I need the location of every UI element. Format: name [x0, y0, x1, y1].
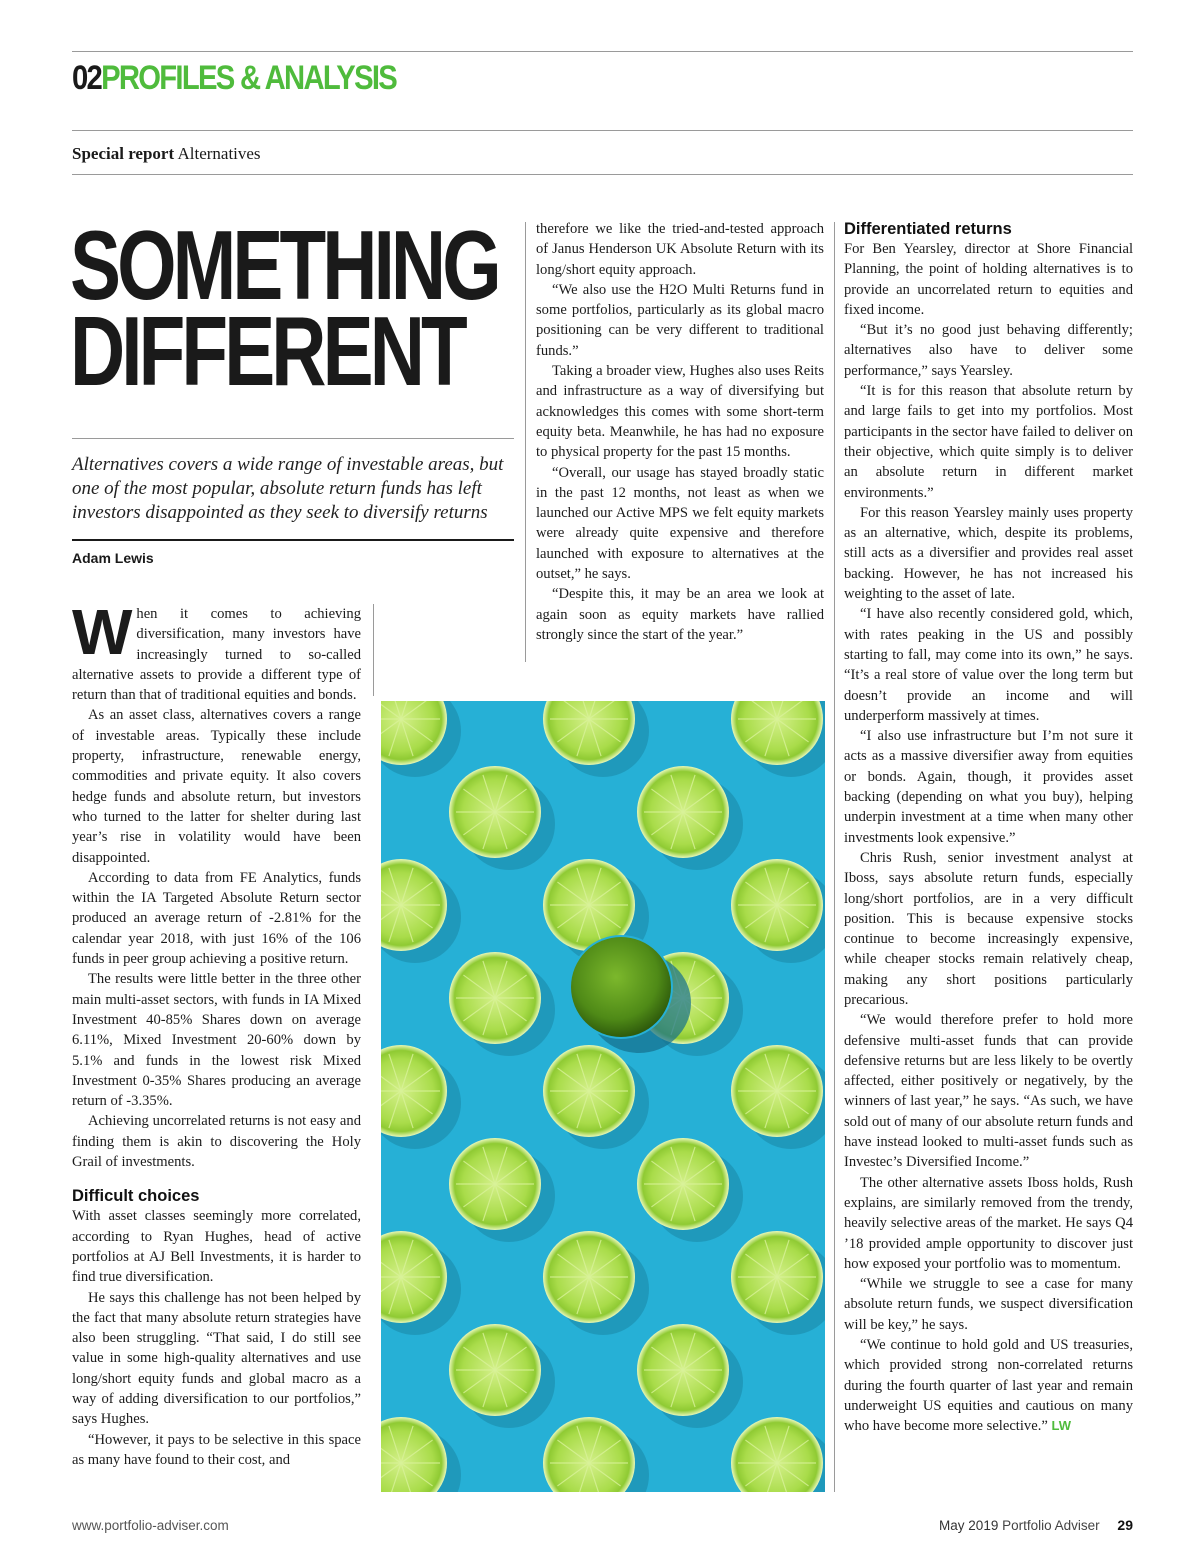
standfirst: Alternatives covers a wide range of investable areas, but one of the most popular, absolute return funds has left investors disappointed as they seek to diversify returns — [72, 454, 504, 523]
paragraph: He says this challenge has not been helped by the fact that many absolute return strategies have also been struggling. “That said, I do still see value in some high-quality alternatives and use long/short equity funds and global macro as a way of adding diversification to our portfolios,” says Hughes. — [72, 1289, 361, 1428]
limes-photo — [381, 701, 825, 1492]
special-label: Special report — [72, 144, 175, 163]
subheading-difficult-choices: Difficult choices — [72, 1187, 200, 1206]
section-heading — [72, 58, 396, 98]
special-rule — [72, 174, 1133, 175]
paragraph: “We would therefore prefer to hold more defensive multi-asset funds that can provide defensive returns but are less likely to be overtly affected, either positively or negatively, by the winners of last year,” he says. “As such, we have sold out of many of our absolute return funds and have instead looked to multi-asset funds such as Investec’s Diversified Income.” — [844, 1012, 1133, 1171]
article-column-1 — [72, 596, 361, 1470]
section-title: PROFILES & ANALYSIS — [101, 59, 397, 97]
page-number: 29 — [1117, 1517, 1133, 1533]
headline-line-2: DIFFERENT — [70, 296, 464, 406]
lime-slice — [731, 1417, 823, 1492]
byline: Adam Lewis — [72, 550, 154, 566]
paragraph: With asset classes seemingly more correlated, according to Ryan Hughes, head of active portfolios at AJ Bell Investments, it is harder to find true diversification. — [72, 1208, 361, 1286]
article-column-3 — [844, 219, 1133, 1437]
section-number: 02 — [72, 59, 102, 97]
footer-date: May 2019 — [939, 1518, 999, 1533]
paragraph: “Despite this, it may be an area we look at again soon as equity markets have rallied strongly since the start of the year.” — [536, 586, 824, 643]
dropcap: W — [72, 596, 131, 668]
whole-lime — [571, 937, 671, 1037]
paragraph: Chris Rush, senior investment analyst at Iboss, says absolute return funds, especially long/short portfolios, are in a very difficult position. This is because expensive stocks continue to become increasingly expensive, while cheaper stocks remain relatively cheap, making any short positions particularly precarious. — [844, 849, 1133, 1008]
paragraph: “However, it pays to be selective in this space as many have found to their cost, and — [72, 1431, 361, 1468]
paragraph: For Ben Yearsley, director at Shore Financial Planning, the point of holding alternatives is to provide an uncorrelated return to equities and fixed income. — [844, 241, 1133, 318]
limes-illustration — [381, 701, 825, 1492]
paragraph: Achieving uncorrelated returns is not easy and finding them is akin to discovering the Holy Grail of investments. — [72, 1113, 361, 1171]
paragraph: “Overall, our usage has stayed broadly static in the past 12 months, not least as when we launched our Active MPS we felt equity markets were already quite expensive and therefore launched with exposure to alternatives at the outset,” he says. — [536, 464, 824, 583]
paragraph: Taking a broader view, Hughes also uses Reits and infrastructure as a way of diversifying but acknowledges this comes with some short-term equity beta. Meanwhile, he has had no exposure to physical property for the past 15 months. — [536, 363, 824, 461]
paragraph: therefore we like the tried-and-tested approach of Janus Henderson UK Absolute Return with its long/short equity approach. — [536, 221, 824, 278]
paragraph: The results were little better in the three other main multi-asset sectors, with funds in IA Mixed Investment 40-85% Shares down on average 6.11%, Mixed Investment 20-60% down by 5.1% and funds in the lowest risk Mixed Investment 0-35% Shares producing an average return of -3.35%. — [72, 971, 361, 1110]
top-rule — [72, 51, 1133, 52]
paragraph: “I also use infrastructure but I’m not sure it acts as a massive diversifier away from equities or bonds. Again, though, it provides asset backing (depending on what you buy), helping underpin investment at a time when many other investments look expensive.” — [844, 728, 1133, 846]
column-divider — [525, 222, 526, 662]
footer-url: www.portfolio-adviser.com — [72, 1518, 229, 1533]
section-rule — [72, 130, 1133, 131]
paragraph: “We continue to hold gold and US treasuries, which provided strong non-correlated returns during the fourth quarter of last year and remain underweight US equities and cautious on many who have become more selective.” LW — [844, 1337, 1133, 1435]
standfirst-top-rule — [72, 438, 514, 439]
standfirst-bottom-rule — [72, 539, 514, 541]
column-divider — [373, 604, 374, 696]
paragraph: “But it’s no good just behaving differently; alternatives also have to deliver some performance,” says Yearsley. — [844, 322, 1133, 379]
column-divider — [834, 222, 835, 1492]
author-initials: LW — [1051, 1418, 1071, 1434]
paragraph: For this reason Yearsley mainly uses property as an alternative, which, despite its problems, still acts as a diversifier and provides real asset backing. However, he has not increased his weighting to the asset of late. — [844, 504, 1133, 603]
paragraph: “We also use the H2O Multi Returns fund in some portfolios, particularly as its global macro positioning can be very different to traditional funds.” — [536, 281, 824, 359]
article-column-2 — [536, 219, 824, 645]
paragraph: The other alternative assets Iboss holds, Rush explains, are similarly removed from the trendy, heavily selective areas of the market. He says Q4 ’18 provided ample opportunity to discover just how exposed your portfolio was to momentum. — [844, 1174, 1133, 1272]
paragraph: As an asset class, alternatives covers a range of investable areas. Typically these include property, infrastructure, renewable energy, commodities and private equity. It also covers hedge funds and absolute return, but investors who turned to the latter for shelter during last year’s rise in volatility would have been disappointed. — [72, 707, 361, 866]
headline — [70, 210, 498, 406]
footer-issue — [939, 1517, 1133, 1533]
special-topic: Alternatives — [177, 144, 261, 163]
paragraph: According to data from FE Analytics, funds within the IA Targeted Absolute Return sector produced an average return of -2.81% for the calendar year 2018, with just 16% of the 106 funds in peer group achieving a positive return. — [72, 869, 361, 968]
paragraph: “It is for this reason that absolute return by and large fails to get into my portfolios. Most participants in the sector have failed to deliver on their objective, which quite simply is to deliver an absolute return in different market environments.” — [844, 383, 1133, 501]
paragraph: When it comes to achieving diversification, many investors have increasingly turned to so-called alternative assets to provide a different type of return than that of traditional equities and bonds. — [72, 596, 361, 704]
paragraph: “While we struggle to see a case for many absolute return funds, we suspect diversification will be key,” he says. — [844, 1276, 1133, 1333]
headline-line-1: SOMETHING — [70, 210, 498, 320]
lime-slice — [543, 1417, 635, 1492]
special-report-label — [72, 143, 261, 165]
footer-magazine: Portfolio Adviser — [1002, 1518, 1100, 1533]
paragraph: “I have also recently considered gold, which, with rates peaking in the US and possibly starting to fall, may come into its own,” he says. “It’s a real store of value over the long term but doesn’t provide an income and will underperform massively at times. — [844, 606, 1133, 724]
lime-slice — [381, 1417, 447, 1492]
subheading-differentiated-returns: Differentiated returns — [844, 220, 1012, 238]
